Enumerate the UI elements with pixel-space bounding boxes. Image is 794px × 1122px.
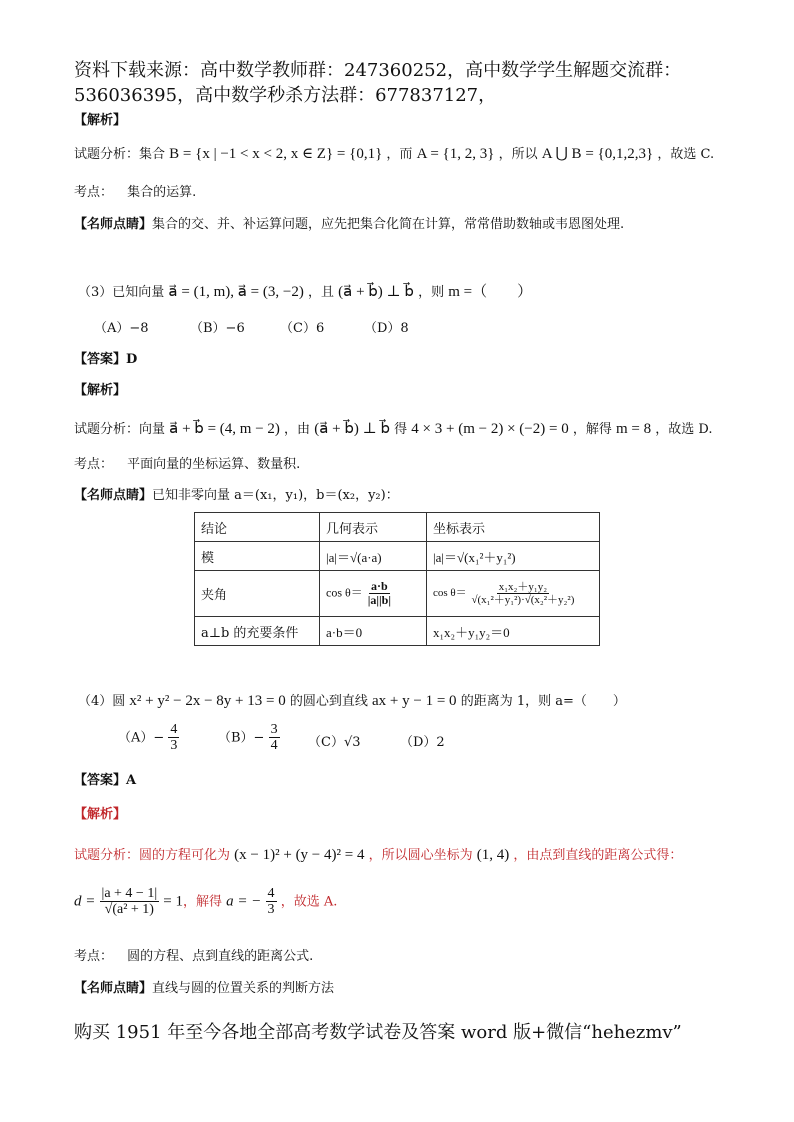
q4-tip-label: 【名师点睛】 <box>74 981 153 996</box>
d-eq: = 1 <box>163 893 183 910</box>
q2-set-a: A = {1, 2, 3} <box>416 146 495 162</box>
q3-option-a: （A）−8 <box>94 321 149 336</box>
q4-stem-mid: 的圆心到直线 <box>289 694 368 709</box>
fraction <box>469 581 576 606</box>
q3-stem-prefix: （3）已知向量 <box>78 285 165 300</box>
table-header-cell: 结论 <box>195 513 320 542</box>
q4-stem-math2: ax + y − 1 = 0 <box>372 693 457 709</box>
solve-a: a = − <box>226 893 262 910</box>
q2-analysis-mid: ，而 <box>386 147 413 162</box>
table-row <box>195 542 600 571</box>
q3-analysis-mid2: 得 <box>394 422 408 437</box>
q3-stem-math2: (a⃗ + b⃗) ⊥ b⃗ <box>338 284 414 300</box>
q4-kaodian <box>74 948 313 966</box>
q4-stem-math1: x² + y² − 2x − 8y + 13 = 0 <box>129 693 286 709</box>
table-header-row <box>195 513 600 542</box>
fraction-denominator: √(a² + 1) <box>104 902 154 918</box>
solve-end: ，故选 A. <box>280 894 338 910</box>
q2-set-b: B = {x | −1 < x < 2, x ∈ Z} = {0,1} <box>169 146 383 162</box>
q2-jiexi-label: 【解析】 <box>74 113 127 128</box>
q4-stem-end: 的距离为 1，则 a=（ ） <box>460 694 626 709</box>
q4-analysis-end: ，由点到直线的距离公式得： <box>513 848 683 863</box>
q4-tip <box>74 980 334 998</box>
q3-answer: 【答案】D <box>74 352 138 367</box>
q4-stem <box>78 692 626 711</box>
q3-analysis-end: ，故选 D. <box>655 422 713 437</box>
q3-analysis-math2: (a⃗ + b⃗) ⊥ b⃗ <box>314 421 390 437</box>
fraction <box>366 580 393 607</box>
q2-kaodian-text: 集合的运算. <box>127 185 197 200</box>
q4-distance-formula <box>74 886 337 918</box>
q4-option-b <box>218 722 280 754</box>
q4-option-a <box>118 722 179 754</box>
q3-stem-end: ，则 <box>418 285 445 300</box>
cos-prefix: cos θ＝ <box>326 585 363 600</box>
table-cell: |a|＝√(x₁²＋y₁²) <box>427 542 600 571</box>
q4-analysis-mid: ，所以圆心坐标为 <box>368 848 473 863</box>
fraction-numerator: 4 <box>267 886 275 901</box>
table-cell: 夹角 <box>195 571 320 617</box>
q3-analysis <box>74 420 713 439</box>
q3-kaodian-text: 平面向量的坐标运算、数量积. <box>127 457 301 472</box>
fraction <box>100 886 160 918</box>
table-cell: 模 <box>195 542 320 571</box>
q3-stem-m: m =（ ） <box>448 284 533 300</box>
table-row <box>195 617 600 646</box>
table-header-cell: 坐标表示 <box>427 513 600 542</box>
solve-text: ，解得 <box>183 894 223 910</box>
q3-option-b: （B）−6 <box>190 321 245 336</box>
q4-jiexi-label: 【解析】 <box>74 807 127 822</box>
fraction-numerator: x₁x₂＋y₁y₂ <box>498 580 548 593</box>
table-cell: a⊥b 的充要条件 <box>195 617 320 646</box>
q4-option-b-label: （B）− <box>218 730 265 746</box>
fraction-numerator: 4 <box>170 722 178 737</box>
q3-tip-text: 已知非零向量 a＝(x₁，y₁)，b＝(x₂，y₂)： <box>152 488 399 503</box>
q3-analysis-mid: ，由 <box>284 422 311 437</box>
fraction-denominator: 3 <box>170 738 178 754</box>
fraction-denominator: √(x₁²＋y₁²)·√(x₂²＋y₂²) <box>471 594 575 606</box>
header-line-1: 资料下载来源：高中数学教师群：247360252，高中数学学生解题交流群： <box>74 60 682 81</box>
table-row <box>195 571 600 617</box>
q3-option-d: （D）8 <box>364 321 409 336</box>
q4-analysis-prefix: 试题分析：圆的方程可化为 <box>74 848 231 863</box>
fraction-denominator: 4 <box>270 738 278 754</box>
q3-option-c: （C）6 <box>280 321 325 336</box>
q4-tip-text: 直线与圆的位置关系的判断方法 <box>152 981 335 996</box>
table-cell <box>320 571 427 617</box>
q2-tip-label: 【名师点睛】 <box>74 217 153 232</box>
footer-ad: 购买 1951 年至今各地全部高考数学试卷及答案 word 版+微信“hehezmv” <box>74 1022 682 1043</box>
fraction-denominator: 3 <box>267 902 275 918</box>
fraction <box>168 722 179 754</box>
q4-analysis-math1: (x − 1)² + (y − 4)² = 4 <box>234 847 365 863</box>
q3-analysis-prefix: 试题分析：向量 <box>74 422 166 437</box>
q2-union: A ⋃ B = {0,1,2,3} <box>541 146 654 162</box>
table-cell <box>427 571 600 617</box>
q2-analysis-mid2: ，所以 <box>498 147 538 162</box>
fraction-denominator: |a||b| <box>367 593 391 607</box>
q2-analysis <box>74 145 714 164</box>
cos-prefix: cos θ＝ <box>433 587 467 600</box>
q4-analysis-1 <box>74 846 682 865</box>
vector-formula-table <box>194 512 600 646</box>
q4-option-c: （C）√3 <box>308 735 361 750</box>
table-cell: a·b＝0 <box>320 617 427 646</box>
q3-stem-mid: ，且 <box>307 285 334 300</box>
header-line-2: 536036395，高中数学秒杀方法群：677837127， <box>74 85 497 106</box>
q3-kaodian <box>74 456 300 474</box>
q4-kaodian-text: 圆的方程、点到直线的距离公式. <box>127 949 314 964</box>
table-header-cell: 几何表示 <box>320 513 427 542</box>
fraction <box>269 722 280 754</box>
table-cell: |a|＝√(a·a) <box>320 542 427 571</box>
q3-analysis-math1: a⃗ + b⃗ = (4, m − 2) <box>169 421 280 437</box>
d-prefix: d = <box>74 893 96 910</box>
q3-jiexi-label: 【解析】 <box>74 383 127 398</box>
fraction <box>266 886 277 918</box>
q3-stem-math1: a⃗ = (1, m), a⃗ = (3, −2) <box>168 284 304 300</box>
q2-analysis-end: ，故选 C. <box>657 147 715 162</box>
q2-tip-text: 集合的交、并、补运算问题，应先把集合化简在计算，常常借助数轴或韦恩图处理. <box>152 217 625 232</box>
q3-stem <box>78 283 532 302</box>
fraction-numerator: 3 <box>270 722 278 737</box>
q2-analysis-prefix: 试题分析：集合 <box>74 147 166 162</box>
q2-kaodian <box>74 184 196 202</box>
q2-tip <box>74 216 624 234</box>
q4-answer: 【答案】A <box>74 773 137 788</box>
q3-analysis-math4: m = 8 <box>616 421 652 437</box>
q3-analysis-mid3: ，解得 <box>572 422 612 437</box>
q3-analysis-math3: 4 × 3 + (m − 2) × (−2) = 0 <box>411 421 569 437</box>
q4-stem-prefix: （4）圆 <box>78 694 126 709</box>
q2-kaodian-label: 考点： <box>74 185 114 200</box>
q4-kaodian-label: 考点： <box>74 949 114 964</box>
fraction-numerator: |a + 4 − 1| <box>101 886 158 901</box>
fraction-numerator: a·b <box>371 578 388 593</box>
table-cell: x₁x₂＋y₁y₂＝0 <box>427 617 600 646</box>
q3-tip-label: 【名师点睛】 <box>74 488 153 503</box>
q3-kaodian-label: 考点： <box>74 457 114 472</box>
q4-option-a-label: （A）− <box>118 730 165 746</box>
q4-analysis-math2: (1, 4) <box>476 847 510 863</box>
q3-tip <box>74 487 399 505</box>
q4-option-d: （D）2 <box>400 735 445 750</box>
